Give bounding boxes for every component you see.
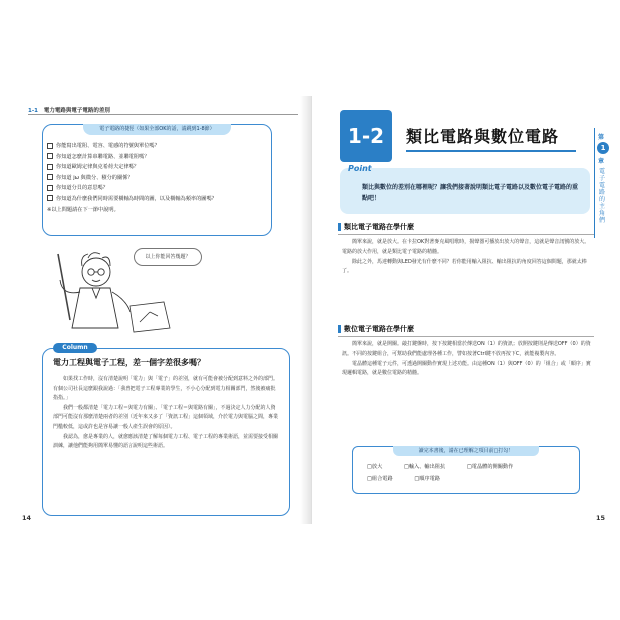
review-item: □順序電路: [414, 476, 440, 482]
digital-heading-rule: [338, 336, 594, 337]
left-page: [16, 96, 311, 524]
digital-body: [342, 340, 592, 379]
checklist-note: ※以上問題請在下一節中說明。: [47, 206, 119, 213]
review-item: □輸入、輸出阻抗: [403, 464, 446, 470]
digital-heading: 數位電子電路在學什麼: [344, 325, 414, 333]
checklist-item: 你知道 jω 與微分、積分的關係？: [47, 173, 217, 184]
running-head: [28, 106, 110, 114]
page-number-right: 15: [596, 514, 606, 522]
checkbox-icon: [47, 174, 53, 180]
checklist-item: 你知道歐姆定律與克希荷夫定律嗎？: [47, 162, 217, 173]
note-mark: ※: [47, 206, 52, 213]
running-head-section: 1-1: [28, 108, 38, 114]
checkbox-icon: [47, 143, 53, 149]
column-paragraph: 如果找工作時，沒有清楚說明「電力」與「電子」的差別，就有可能會被分配到意料之外的部門。有個公司社長這麼跟我說過：「我曾把電子工程專業的學生，不小心分配到電力相關部門，然後被痛批指指。」: [53, 376, 279, 402]
checklist: [47, 141, 217, 215]
analog-heading-rule: [338, 234, 594, 235]
review-item: □放大: [367, 464, 383, 470]
analog-heading: 類比電子電路在學什麼: [344, 223, 414, 231]
chapter-label: 第: [598, 134, 605, 141]
chapter-tab-rule: [594, 128, 595, 238]
analog-paragraph: 簡單來說，就是放大。在卡拉OK對著麥克風唱歌時，揚聲器可播放出放大的聲音，這就是聲音訊號的放大。電路的放大作用，就是類比電子電路的精髓。: [342, 239, 590, 255]
speech-bubble: 以上你能回答幾題？: [134, 248, 202, 266]
checklist-item: 你知道怎麼計算串聯電路、並聯電阻嗎？: [47, 152, 217, 163]
checklist-item: 你能寫出電阻、電容、電感的符號與單位嗎？: [47, 141, 217, 152]
column-paragraph: 我認為，愈是專業的人，就愈應該清楚了解每個電力工程、電子工程的專業術語，並需要接受相關訓練，讓他們能夠用簡單易懂的語言說明這些術語。: [53, 433, 279, 450]
checkbox-icon: [47, 153, 53, 159]
chapter-tab: [596, 128, 612, 238]
section-number-badge: 1-2: [340, 110, 392, 162]
running-head-title: 電力電路與電子電路的差別: [43, 108, 110, 114]
column-title: 電力工程與電子工程，差一個字差很多嗎？: [53, 358, 205, 367]
column-paragraph: 我們一般都清楚「電力工程＝與電力有關」、「電子工程＝與電路有關」，不過決定人力分配的人資部門可能沒有那麼清楚兩者的差別（近年來又多了「資訊工程」這個領域，介於電力與電腦之間，專業門檻較低，這或許也是容易讓一般人產生誤會的原因）。: [53, 404, 279, 430]
page-number-left: 14: [22, 514, 32, 522]
review-item: □電晶體的開關動作: [466, 464, 514, 470]
checkbox-icon: [47, 185, 53, 191]
review-title: 讀完本書後，請在已理解之項目前□打勾！: [393, 446, 539, 456]
checklist-item: 你知道為什麼我們同時需要橫軸為時間的圖，以及橫軸為頻率的圖嗎？: [47, 194, 217, 205]
column-body: [53, 375, 279, 452]
analog-paragraph: 除此之外，馬達轉動與LED發光有什麼不同？若你能用輸入阻抗、輸出阻抗的角度回答這個問題，那就太棒了。: [342, 258, 587, 275]
analog-body: [342, 238, 592, 277]
point-text: 類比與數位的差別在哪裡呢？讓我們接著說明類比電子電路以及數位電子電路的重點吧！: [362, 184, 579, 202]
checklist-item: 你知道分貝的意思嗎？: [47, 183, 217, 194]
checklist-box: [42, 124, 272, 236]
checklist-title: 電子電路的捷徑（如果全部OK的話，請跳到1-8節）: [83, 124, 231, 135]
chapter-suffix: 章: [598, 158, 605, 165]
running-head-rule: [28, 114, 298, 115]
point-label: Point: [348, 164, 372, 173]
switch-diagram-icon: [130, 302, 170, 332]
review-row: [367, 475, 460, 482]
chapter-title: 電子電路的主角們: [599, 168, 606, 224]
review-row: [367, 463, 533, 470]
right-page: [312, 96, 612, 524]
chapter-number: 1: [597, 142, 609, 154]
column-box: [42, 344, 290, 516]
checkbox-icon: [47, 195, 53, 201]
point-box: [340, 164, 590, 214]
review-item: □組合電路: [367, 476, 393, 482]
review-box: [352, 446, 580, 494]
checkbox-icon: [47, 164, 53, 170]
digital-paragraph: 簡單來說，就是開關。敲打鍵盤時，按下按鍵相當於傳送ON（1）的資訊；放開按鍵則是傳送OFF（0）的資訊。不同的按鍵組合，可幫助我們能處理各種工作，譬如按著Ctrl鍵不放再按下C，就能複製內容。: [342, 341, 591, 357]
column-tab: Column: [53, 343, 97, 353]
section-title: 類比電路與數位電路: [406, 127, 560, 146]
digital-paragraph: 電晶體這種電子元件，可透過開關動作實現上述功能。由這種ON（1）與OFF（0）的「組合」或「順序」實現邏輯電路，就是數位電路的精髓。: [342, 360, 591, 377]
professor-character-icon: [58, 253, 130, 328]
section-title-rule: [406, 150, 576, 152]
